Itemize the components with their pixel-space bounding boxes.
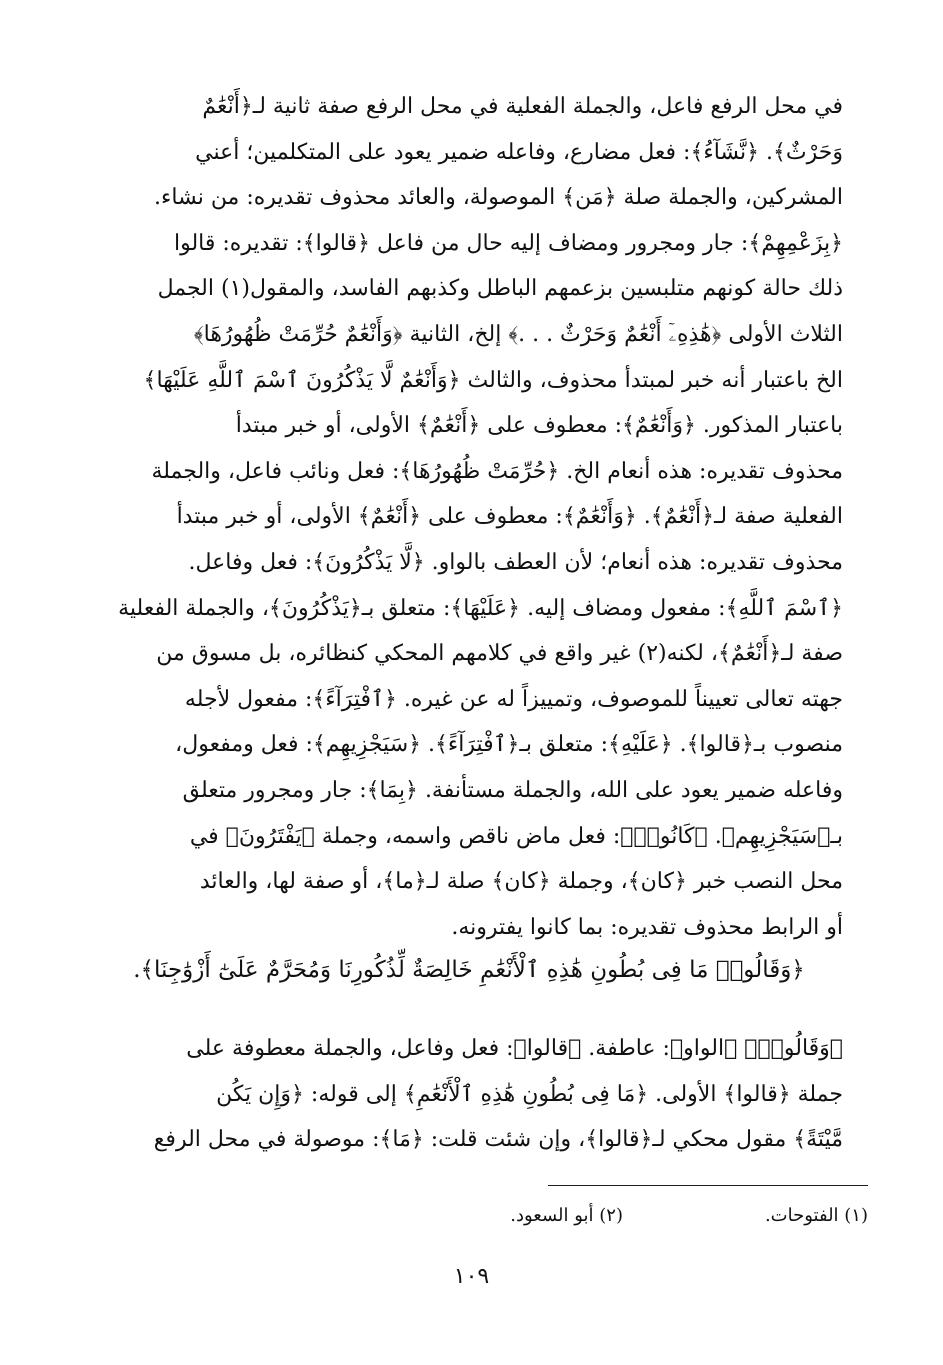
text-line: في محل الرفع فاعل، والجملة الفعلية في محل الرفع صفة ثانية لـ﴿أَنْعَٰمٌ (202, 94, 843, 119)
text-line: محذوف تقديره: هذه أنعام؛ لأن العطف بالواو. ﴿لَّا يَذْكُرُونَ﴾: فعل وفاعل. (188, 549, 843, 575)
text-line: الثلاث الأولى ﴿هَٰذِهِۦٓ أَنْعَٰمٌ وَحَرْثٌ . . .﴾ إلخ، الثانية ﴿وَأَنْعَٰمٌ حُرِّمَتْ ظُهُورُهَا﴾ (193, 321, 843, 347)
text-line: محذوف تقديره: هذه أنعام الخ. ﴿حُرِّمَتْ ظُهُورُهَا﴾: فعل ونائب فاعل، والجملة (151, 458, 843, 484)
text-line: وفاعله ضمير يعود على الله، والجملة مستأنفة. ﴿بِمَا﴾: جار ومجرور متعلق (182, 777, 843, 803)
text-line: الفعلية صفة لـ﴿أَنْعَٰمٌ﴾. ﴿وَأَنْعَٰمٌ﴾: معطوف على ﴿أَنْعَٰمٌ﴾ الأولى، أو خبر مبتدأ (176, 504, 843, 530)
text-line: ﴿وَقَالُوا۟﴾ ﴿الواو﴾: عاطفة. ﴿قالوا﴾: فعل وفاعل، والجملة معطوفة على (186, 1036, 843, 1061)
text-line: جهته تعالى تعييناً للموصوف، وتمييزاً له عن غيره. ﴿ٱفْتِرَآءً﴾: مفعول لأجله (184, 686, 843, 712)
text-line: جملة ﴿قالوا﴾ الأولى. ﴿مَا فِى بُطُونِ هَٰذِهِ ٱلْأَنْعَٰمِ﴾ إلى قوله: ﴿وَإِن يَكُن (216, 1081, 843, 1107)
page-number: ١٠٩ (453, 1264, 490, 1289)
text-line: ﴿بِزَعْمِهِمْ﴾: جار ومجرور ومضاف إليه حال من فاعل ﴿قالوا﴾: تقديره: قالوا (173, 230, 843, 256)
text-line: أو الرابط محذوف تقديره: بما كانوا يفترونه. (451, 914, 843, 940)
text-line: باعتبار المذكور. ﴿وَأَنْعَٰمٌ﴾: معطوف على ﴿أَنْعَٰمٌ﴾ الأولى، أو خبر مبتدأ (235, 413, 843, 439)
footnote-divider (548, 1185, 868, 1186)
text-line: الخ باعتبار أنه خبر لمبتدأ محذوف، والثالث ﴿وَأَنْعَٰمٌ لَّا يَذْكُرُونَ ٱسْمَ ٱللَّهِ عَلَيْهَا﴾ (143, 367, 843, 393)
footnotes (95, 1200, 873, 1232)
text-line: صفة لـ﴿أَنْعَٰمٌ﴾، لكنه(٢) غير واقع في كلامهم المحكي كنظائره، بل مسوق من (156, 641, 843, 667)
text-line: مَّيْتَةً﴾ مقول محكي لـ﴿قالوا﴾، وإن شئت قلت: ﴿مَا﴾: موصولة في محل الرفع (153, 1127, 843, 1153)
commentary-paragraph (95, 84, 843, 950)
text-line: بـ﴿سَيَجْزِيهِم﴾. ﴿كَانُوا۟﴾: فعل ماض ناقص واسمه، وجملة ﴿يَفْتَرُونَ﴾ في (189, 823, 843, 849)
text-line: وَحَرْثٌ﴾. ﴿نَّشَآءُ﴾: فعل مضارع، وفاعله ضمير يعود على المتكلمين؛ أعني (195, 139, 843, 165)
quran-verse: ﴿وَقَالُوا۟ مَا فِى بُطُونِ هَٰذِهِ ٱلْأَنْعَٰمِ خَالِصَةٌ لِّذُكُورِنَا وَمُحَرَّمٌ عَلَىٰٓ أَزْوَٰجِنَا﴾. (133, 957, 805, 983)
text-line: المشركين، والجملة صلة ﴿مَن﴾ الموصولة، والعائد محذوف تقديره: من نشاء. (154, 185, 843, 211)
text-line: منصوب بـ﴿قالوا﴾. ﴿عَلَيْهِ﴾: متعلق بـ﴿ٱفْتِرَآءً﴾. ﴿سَيَجْزِيهِم﴾: فعل ومفعول، (175, 732, 843, 758)
text-line: محل النصب خبر ﴿كان﴾، وجملة ﴿كان﴾ صلة لـ﴿ما﴾، أو صفة لها، والعائد (199, 869, 843, 895)
text-line: ذلك حالة كونهم متلبسين بزعمهم الباطل وكذبهم الفاسد، والمقول(١) الجمل (157, 276, 843, 302)
text-line: ﴿ٱسْمَ ٱللَّهِ﴾: مفعول ومضاف إليه. ﴿عَلَيْهَا﴾: متعلق بـ﴿يَذْكُرُونَ﴾، والجملة الفعلية (118, 595, 843, 621)
footnote-1: (١) الفتوحات. (764, 1205, 868, 1226)
verse-analysis-paragraph (95, 1026, 843, 1163)
footnote-2: (٢) أبو السعود. (510, 1205, 623, 1226)
